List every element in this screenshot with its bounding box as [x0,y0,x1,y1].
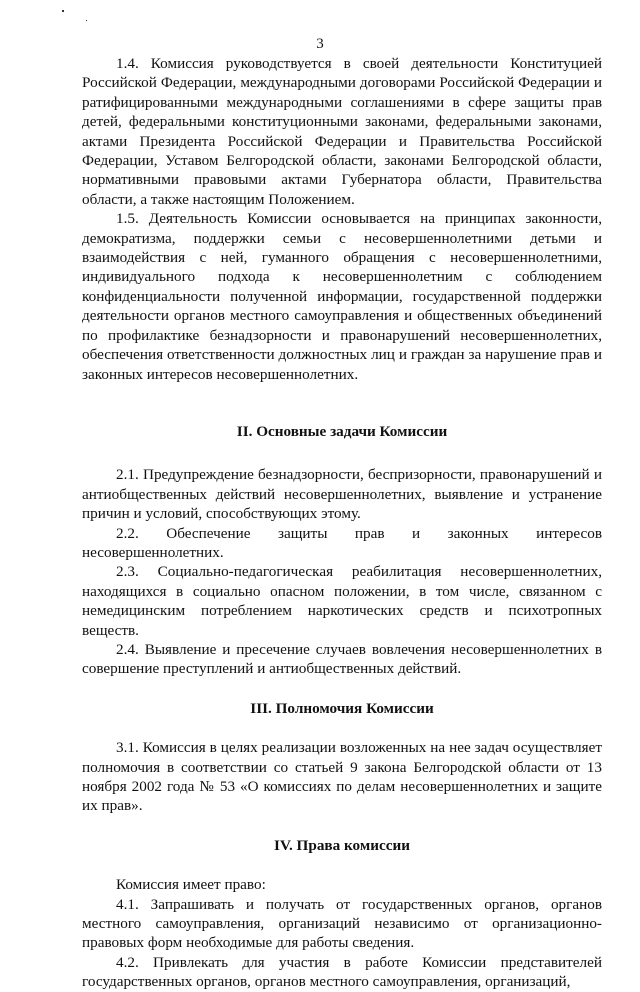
page-number: 3 [316,36,324,52]
document-body [82,54,602,992]
paragraph-1-4: 1.4. Комиссия руководствуется в своей деятельности Конституцией Российской Федерации, международными договорами Российской Федерации и ратифицированными международными соглашениями в сфере защиты прав детей, федеральными конституционными законами, федеральными законами, актами Президента Российской Федерации и Правительства Российской Федерации, Уставом Белгородской области, законами Белгородской области, нормативными правовыми актами Губернатора области, Правительства области, а также настоящим Положением. [82,55,602,208]
paragraph-4-1: 4.1. Запрашивать и получать от государственных органов, органов местного самоуправления, организаций независимо от организационно-правовых форм необходимые для работы сведения. [82,895,602,952]
paragraph-2-1: 2.1. Предупреждение безнадзорности, беспризорности, правонарушений и антиобщественных действий несовершеннолетних, выявление и устранение причин и условий, способствующих этому. [82,466,602,523]
rights-intro: Комиссия имеет право: [116,876,266,894]
paragraph-2-2: 2.2. Обеспечение защиты прав и законных интересов несовершеннолетних. [82,524,602,561]
scan-speck [86,20,87,21]
paragraph-2-4: 2.4. Выявление и пресечение случаев вовлечения несовершеннолетних в совершение преступлений и антиобщественных действий. [82,640,602,678]
section-heading-2: II. Основные задачи Комиссии [236,422,448,440]
section-heading-3: III. Полномочия Комиссии [250,699,434,717]
paragraph-2-3: 2.3. Социально-педагогическая реабилитация несовершеннолетних, находящихся в социально опасном положении, в том числе, связанном с немедицинским потреблением наркотических средств и психотропных веществ. [82,563,602,639]
paragraph-4-2: 4.2. Привлекать для участия в работе Комиссии представителей государственных органов, органов местного самоуправления, организаций, [82,953,602,991]
section-heading-4: IV. Права комиссии [274,836,410,854]
paragraph-1-5: 1.5. Деятельность Комиссии основывается на принципах законности, демократизма, поддержки семьи с несовершеннолетними детьми и взаимодействия с ней, гуманного обращения с несовершеннолетними, индивидуального подхода к несовершеннолетним с соблюдением конфиденциальности полученной информации, государственной поддержки деятельности органов местного самоуправления и общественных объединений по профилактике безнадзорности и правонарушений несовершеннолетних, обеспечения ответственности должностных лиц и граждан за нарушение прав и законных интересов несовершеннолетних. [82,210,602,383]
paragraph-3-1: 3.1. Комиссия в целях реализации возложенных на нее задач осуществляет полномочия в соответствии со статьей 9 закона Белгородской области от 13 ноября 2002 года № 53 «О комиссиях по делам несовершеннолетних и защите их прав». [82,739,602,815]
scan-speck [62,10,64,12]
